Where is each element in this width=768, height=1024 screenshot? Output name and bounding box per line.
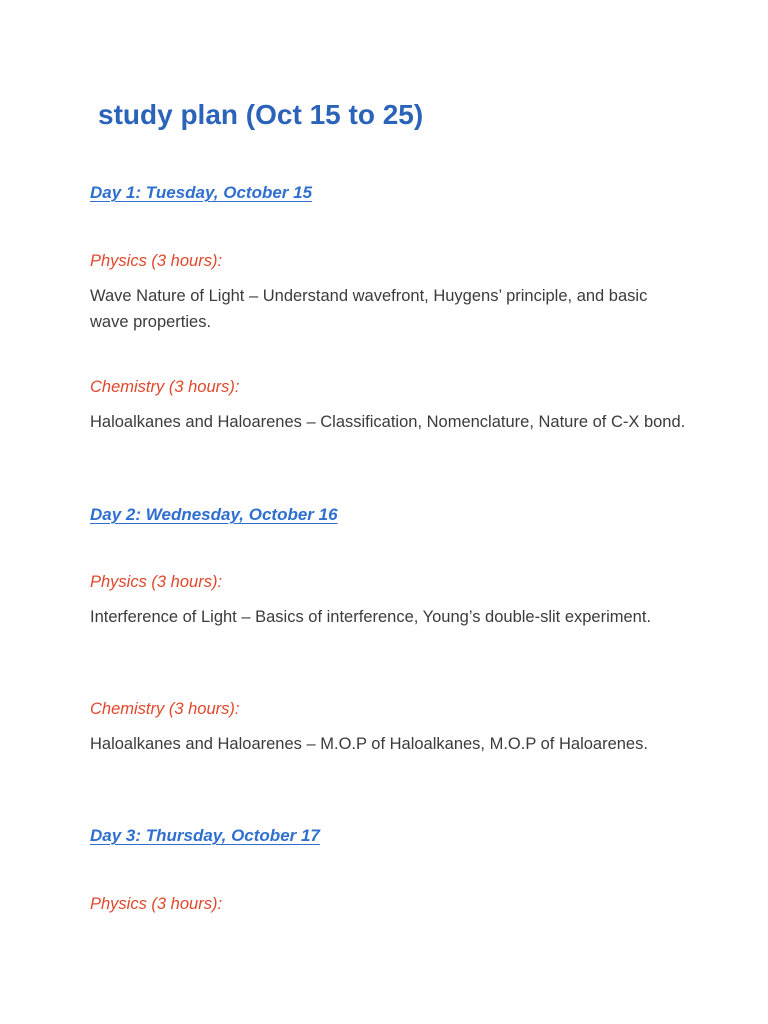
day-1-chemistry-description: Haloalkanes and Haloarenes – Classification, Nomenclature, Nature of C-X bond. <box>90 413 686 431</box>
day-2-chemistry-description: Haloalkanes and Haloarenes – M.O.P of Haloalkanes, M.O.P of Haloarenes. <box>90 735 648 753</box>
day-2-heading: Day 2: Wednesday, October 16 <box>90 505 338 524</box>
day-3-heading: Day 3: Thursday, October 17 <box>90 826 320 845</box>
day-2-physics-description: Interference of Light – Basics of interference, Young’s double-slit experiment. <box>90 608 652 626</box>
day-1-physics-subject: Physics (3 hours): <box>90 252 223 270</box>
day-1-physics-description: Wave Nature of Light – Understand wavefront, Huygens’ principle, and basic wave properties. <box>90 287 648 331</box>
day-2-physics-subject: Physics (3 hours): <box>90 573 223 591</box>
day-2-chemistry-subject: Chemistry (3 hours): <box>90 700 240 718</box>
page-title: study plan (Oct 15 to 25) <box>98 99 424 130</box>
day-1-heading: Day 1: Tuesday, October 15 <box>90 183 313 202</box>
day-3-physics-subject: Physics (3 hours): <box>90 895 223 913</box>
day-1-chemistry-subject: Chemistry (3 hours): <box>90 378 240 396</box>
